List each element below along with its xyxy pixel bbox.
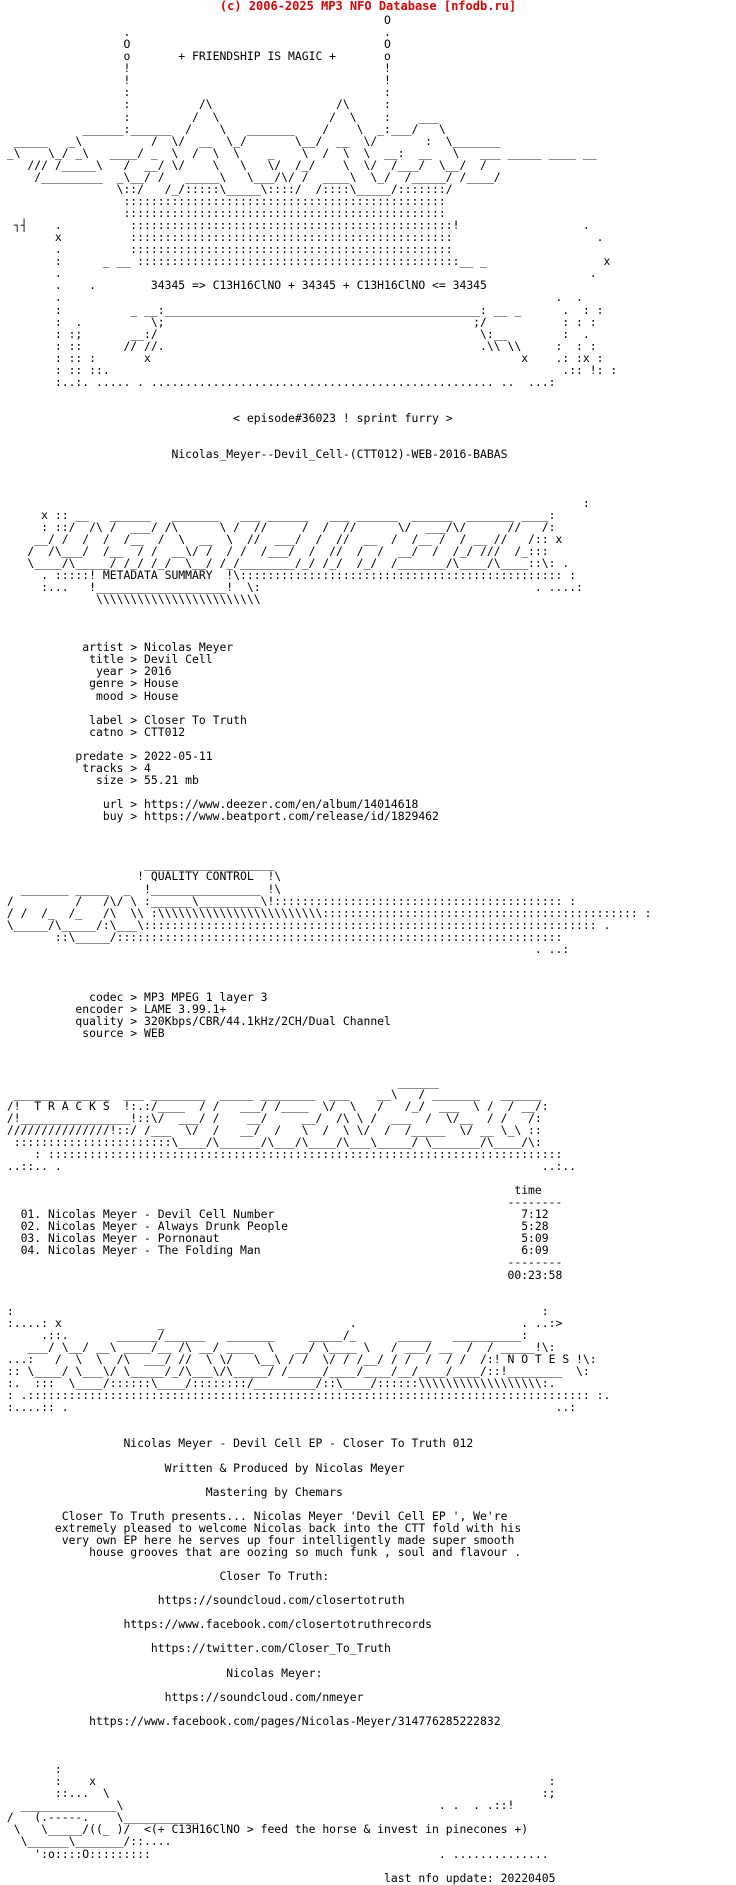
nfo-text bbox=[0, 14, 652, 1884]
nfo-line: https://soundcloud.com/closertotruth bbox=[0, 1593, 405, 1608]
nfo-line: 03. Nicolas Meyer - Pornonaut 5:09 bbox=[0, 1231, 549, 1246]
nfo-line: : ::/ /\ / ___/ /\ \ / // / / // \/ ___/\/ // /: bbox=[0, 519, 556, 534]
nfo-line: genre > House bbox=[0, 676, 179, 691]
nfo-line: size > 55.21 mb bbox=[0, 772, 199, 787]
nfo-line: time bbox=[0, 1183, 542, 1198]
nfo-line: https://soundcloud.com/nmeyer bbox=[0, 1689, 364, 1704]
nfo-line: https://twitter.com/Closer_To_Truth bbox=[0, 1641, 391, 1656]
nfo-line: ______________ ___ ________ _____ ________ ___ __\ / _______ ______ bbox=[0, 1086, 542, 1101]
nfo-line: \______\_______/::.... bbox=[0, 1834, 172, 1849]
nfo-line: last nfo update: 20220405 bbox=[0, 1870, 556, 1885]
nfo-line: :: \____/ \___\/ \_____/_/\___\/\_____/ /_____/____/____/__/____/____/::!________ \: bbox=[0, 1364, 590, 1378]
nfo-line: : ::::::::::::::::::::::::::::::::::::::::::::::::::::::::::::::::::::::::::: bbox=[0, 1146, 563, 1161]
nfo-line: artist > Nicolas Meyer bbox=[0, 640, 234, 655]
nfo-line: /_________ _\__/ / _____\ \___/\/ / ____\ \_/ /_____/ /____/ bbox=[0, 169, 501, 184]
nfo-line: \ \_____/((_ )/ <(+ C13H16ClNO > feed the horse & invest in pinecones +) bbox=[0, 1822, 529, 1837]
nfo-line: Closer To Truth: bbox=[0, 1569, 330, 1584]
nfo-line: . . bbox=[0, 266, 597, 281]
nfo-line: catno > CTT012 bbox=[0, 724, 186, 739]
nfo-line: ::\_____/::::::::::::::::::::::::::::::::::::::::::::::::::::::::::::::::: bbox=[0, 929, 570, 944]
nfo-line: .::. ______/______ _______ _____/_ _____ __________: bbox=[0, 1327, 529, 1342]
nfo-line: __/ / / / /__ / \ __ \ // ___/ / // __ / /__ / / __ // /:: x bbox=[0, 531, 563, 546]
nfo-line: \_____/\_____/:\___\:::::::::::::::::::::::::::::::::::::::::::::::::::::::::::::::::: . bbox=[0, 917, 611, 932]
nfo-line: x :: __ ______ _______ ___ ______ ___ ______ ______ _______ ____: bbox=[0, 507, 556, 522]
nfo-line: :... !___________________! \: . ....: bbox=[0, 579, 583, 594]
nfo-line: : /\ /\ : bbox=[0, 97, 391, 112]
nfo-line: . :::::! METADATA SUMMARY !\::::::::::::::::::::::::::::::::::::::::::::::: : bbox=[0, 567, 577, 582]
nfo-line: . ::::::::::::::::::::::::::::::::::::::::::::::: bbox=[0, 242, 453, 257]
nfo-line: / (.-----. \___________ bbox=[0, 1810, 199, 1825]
nfo-line: ::... \ :; bbox=[0, 1786, 556, 1801]
nfo-line: Nicolas Meyer: bbox=[0, 1665, 323, 1680]
nfo-line: house grooves that are oozing so much funk , soul and flavour . bbox=[0, 1544, 522, 1559]
nfo-line: :....:: . ..: bbox=[0, 1400, 577, 1415]
nfo-line: 04. Nicolas Meyer - The Folding Man 6:09 bbox=[0, 1243, 549, 1258]
site-header: (c) 2006-2025 MP3 NFO Database [nfodb.ru] bbox=[219, 0, 517, 13]
nfo-line: mood > House bbox=[0, 688, 179, 703]
nfo-line: . . 34345 => C13H16ClNO + 34345 + C13H16ClNO <= 34345 bbox=[0, 278, 487, 293]
nfo-line: ______:______ / \ _______ / \ _:___/ \ bbox=[0, 121, 446, 136]
nfo-line: ///////////////!::/ /___ \/ / __/ / \ / \ \/ / /_____ \/ __ \_\ :: bbox=[0, 1122, 542, 1137]
nfo-line: -------- bbox=[0, 1195, 563, 1210]
nfo-line: source > WEB bbox=[0, 1026, 165, 1041]
nfo-line: : :: // //. .\\ \\ : : : bbox=[0, 338, 597, 353]
nfo-line: ::::::::::::::::::::::::::::::::::::::::::::::: bbox=[0, 193, 446, 208]
nfo-line: : / \ / \ : ___ bbox=[0, 109, 439, 124]
nfo-line: : : bbox=[0, 1303, 549, 1318]
nfo-line: O O bbox=[0, 37, 391, 52]
nfo-line: :..:. ..... . .................................................. .. ...: bbox=[0, 374, 556, 389]
nfo-line: url > https://www.deezer.com/en/album/14014618 bbox=[0, 797, 419, 812]
nfo-line: /!________________!::\/ ___/ / __/ __/ /\ \ / ___ / \/__ / / /: bbox=[0, 1110, 542, 1125]
nfo-line: : x : bbox=[0, 1774, 556, 1789]
nfo-line: : bbox=[0, 1762, 62, 1777]
nfo-line: predate > 2022-05-11 bbox=[0, 748, 213, 763]
nfo-line: ...: / \ \ /\ ___/ // \ \/ \__\ / / \/ / /__/ / / / / / /:! N O T E S !\: bbox=[0, 1351, 597, 1366]
nfo-line: label > Closer To Truth bbox=[0, 712, 247, 727]
nfo-line: Mastering by Chemars bbox=[0, 1484, 343, 1499]
nfo-line: < episode#36023 ! sprint furry > bbox=[0, 411, 453, 426]
nfo-line: : : bbox=[0, 85, 391, 100]
nfo-line: / /\___/ /__ / / __\/ / / / /___/ / // / / __/ / /_/ /// /_::: bbox=[0, 543, 549, 558]
nfo-line: ___________________ bbox=[0, 857, 275, 872]
nfo-line: ┐┤ . :::::::::::::::::::::::::::::::::::::::::::::::! . bbox=[0, 218, 590, 233]
nfo-line: -------- bbox=[0, 1255, 563, 1270]
nfo-line: :::::::::::::::::::::::\____/\______/\___/\____/\___\_____/ \_______/\____/\: bbox=[0, 1134, 542, 1149]
nfo-line: x ::::::::::::::::::::::::::::::::::::::::::::::: . bbox=[0, 230, 604, 245]
nfo-line: ..::.. . ..:.. bbox=[0, 1158, 577, 1173]
nfo-line: Nicolas_Meyer--Devil_Cell-(CTT012)-WEB-2016-BABAS bbox=[0, 447, 508, 462]
nfo-line: o + FRIENDSHIP IS MAGIC + o bbox=[0, 49, 391, 64]
nfo-line: /! T R A C K S !:.:/____ / / ___/ /____ \/ \ / /_/ ___ \ / / __/: bbox=[0, 1098, 549, 1113]
nfo-line: / / /_ /_ /\ \\ :\\\\\\\\\\\\\\\\\\\\\\\\:::::::::::::::::::::::::::::::::::::::::::::: : bbox=[0, 905, 652, 920]
nfo-line: . ..: bbox=[0, 941, 570, 956]
nfo-line: /// /_____\ / __/ \/ \ \ \/ /_/ \ \/ /___/ \__/ / bbox=[0, 157, 487, 172]
nfo-line: : .:::::::::::::::::::::::::::::::::::::::::::::::::::::::::::::::::::::::::::::::::: :. bbox=[0, 1388, 611, 1403]
nfo-line: ! QUALITY CONTROL !\ bbox=[0, 869, 282, 884]
nfo-line: extremely pleased to welcome Nicolas back into the CTT fold with his bbox=[0, 1520, 522, 1535]
nfo-line: ______ bbox=[0, 1074, 439, 1089]
nfo-line: Closer To Truth presents... Nicolas Meyer 'Devil Cell EP ', We're bbox=[0, 1508, 508, 1523]
nfo-line: buy > https://www.beatport.com/release/id/1829462 bbox=[0, 809, 439, 824]
nfo-line: Nicolas Meyer - Devil Cell EP - Closer To Truth 012 bbox=[0, 1436, 474, 1451]
nfo-line: 01. Nicolas Meyer - Devil Cell Number 7:12 bbox=[0, 1207, 549, 1222]
nfo-line: codec > MP3 MPEG 1 layer 3 bbox=[0, 990, 268, 1005]
nfo-line: _______ _____ _ !________________ !\ bbox=[0, 881, 289, 896]
nfo-line: quality > 320Kbps/CBR/44.1kHz/2CH/Dual Channel bbox=[0, 1014, 391, 1029]
nfo-line: . . . bbox=[0, 290, 583, 305]
nfo-line: ! ! bbox=[0, 61, 391, 76]
nfo-line: :....: x _ . . ..:> bbox=[0, 1315, 563, 1330]
nfo-line: _\ \_/ _\ ____/ _ \ / \ \ _ \ / \ \ __: __ \ ___ _____ ____ __ bbox=[0, 145, 597, 160]
nfo-line: \____/\_____/ /_/ /_/ \__/ /_/________/_/ /_/ /_/ /_______/\____/\____::\: . bbox=[0, 555, 570, 570]
nfo-line: . . bbox=[0, 25, 391, 40]
nfo-line: : :; __:/ \:__ : . bbox=[0, 326, 590, 341]
nfo-line: encoder > LAME 3.99.1+ bbox=[0, 1002, 227, 1017]
nfo-line: \\\\\\\\\\\\\\\\\\\\\\\\ bbox=[0, 592, 261, 606]
nfo-line: https://www.facebook.com/closertotruthrecords bbox=[0, 1617, 433, 1632]
nfo-line: ':o::::O::::::::: . .............. bbox=[0, 1846, 549, 1861]
nfo-line: : _ __:______________________________________________: __ _ . : : bbox=[0, 302, 604, 317]
nfo-line: title > Devil Cell bbox=[0, 652, 213, 667]
nfo-line: \::/ /_/:::::\_____\::::/ /::::\_____/:::::::/ bbox=[0, 181, 453, 196]
nfo-line: https://www.facebook.com/pages/Nicolas-Meyer/314776285222832 bbox=[0, 1713, 501, 1728]
nfo-line: / / /\/ \ :______\_________\!:::::::::::::::::::::::::::::::::::::::::: : bbox=[0, 893, 577, 908]
nfo-line: : _ __ :::::::::::::::::::::::::::::::::::::::::::::::__ _ x bbox=[0, 254, 611, 269]
nfo-line: 02. Nicolas Meyer - Always Drunk People 5:28 bbox=[0, 1219, 549, 1234]
nfo-line: tracks > 4 bbox=[0, 760, 151, 775]
nfo-line: ______________\ . . . .::! bbox=[0, 1798, 515, 1813]
nfo-line: 00:23:58 bbox=[0, 1267, 563, 1282]
nfo-line: :. ::: \____/::::::\____/::::::::/_________/::\____/::::::\\\\\\\\\\\\\\\\\\:. bbox=[0, 1376, 556, 1391]
nfo-line: ::::::::::::::::::::::::::::::::::::::::::::::: bbox=[0, 206, 446, 220]
nfo-line: Written & Produced by Nicolas Meyer bbox=[0, 1460, 405, 1475]
nfo-line: ! ! bbox=[0, 73, 391, 88]
nfo-line: very own EP here he serves up four intelligently made super smooth bbox=[0, 1532, 515, 1547]
nfo-line: _____ _\ / \/ __ \_/ \__/ __ \/ : \_______ bbox=[0, 133, 501, 148]
nfo-line: year > 2016 bbox=[0, 664, 172, 679]
nfo-line: ___/ \__/ __\ ____/__ /\ __/ ____ \ __/ \____ \ / ___/ __ / / _____!\: bbox=[0, 1339, 556, 1354]
nfo-line: : bbox=[0, 495, 590, 510]
nfo-line: O bbox=[0, 13, 391, 27]
nfo-line: : :: : x x .: :x : bbox=[0, 350, 604, 365]
nfo-line: : :: ::. .:: !: : bbox=[0, 362, 618, 377]
nfo-line: : . \; ;/ : : : bbox=[0, 314, 597, 329]
